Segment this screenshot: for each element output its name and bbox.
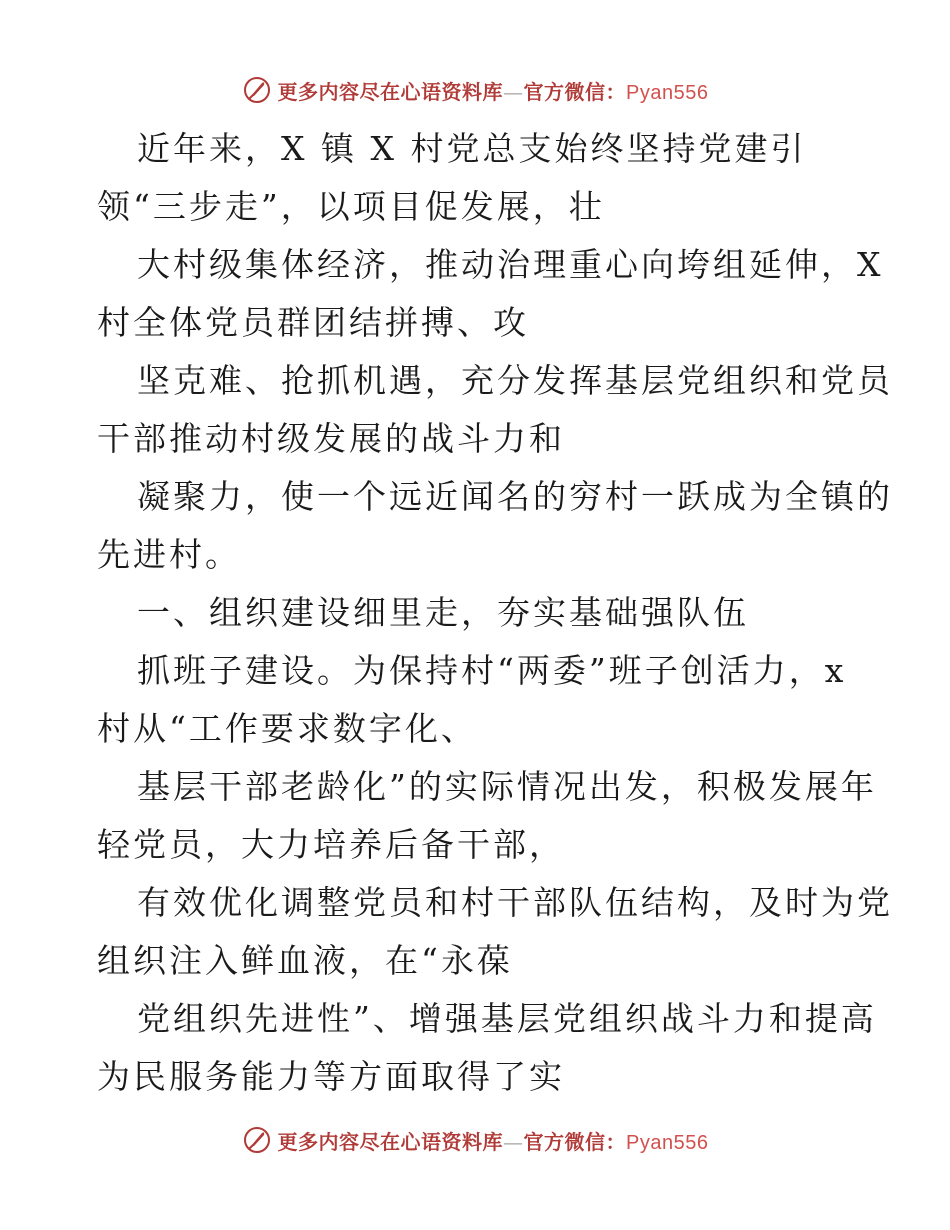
- paragraph-line: 大村级集体经济，推动治理重心向垮组延伸，X: [137, 245, 884, 284]
- watermark-separator: —: [503, 1129, 524, 1154]
- watermark-official-label: 官方微信：: [523, 1129, 627, 1154]
- paragraph-line: 党组织先进性”、增强基层党组织战斗力和提高: [137, 999, 877, 1038]
- watermark-text: [278, 76, 709, 105]
- watermark-main-text: 更多内容尽在心语资料库: [277, 79, 504, 104]
- paragraph-line: 领“三步走”，以项目促发展，壮: [97, 187, 605, 226]
- section-heading: 一、组织建设细里走，夯实基础强队伍: [137, 593, 749, 632]
- footer-watermark: [0, 1120, 950, 1160]
- feather-pen-circle-icon: [242, 75, 272, 105]
- paragraph-line: 轻党员，大力培养后备干部，: [97, 825, 565, 864]
- feather-pen-circle-icon: [242, 1125, 272, 1155]
- watermark-wechat-id: Pyan556: [626, 81, 709, 104]
- paragraph-line: 凝聚力，使一个远近闻名的穷村一跃成为全镇的: [137, 477, 893, 516]
- paragraph-line: 基层干部老龄化”的实际情况出发，积极发展年: [137, 767, 877, 806]
- watermark-main-text: 更多内容尽在心语资料库: [277, 1129, 504, 1154]
- paragraph-line: 干部推动村级发展的战斗力和: [97, 419, 565, 458]
- paragraph-line: 近年来，X 镇 X 村党总支始终坚持党建引: [137, 129, 807, 168]
- watermark-text: [278, 1126, 709, 1155]
- paragraph-line: 为民服务能力等方面取得了实: [97, 1057, 565, 1096]
- document-body: [97, 120, 893, 1106]
- watermark-wechat-id: Pyan556: [626, 1131, 709, 1154]
- watermark-official-label: 官方微信：: [523, 79, 627, 104]
- paragraph-line: 坚克难、抢抓机遇，充分发挥基层党组织和党员: [137, 361, 893, 400]
- paragraph-line: 抓班子建设。为保持村“两委”班子创活力，x: [137, 651, 847, 690]
- paragraph-line: 先进村。: [97, 535, 241, 574]
- paragraph-line: 组织注入鲜血液，在“永葆: [97, 941, 513, 980]
- paragraph-line: 村从“工作要求数字化、: [97, 709, 477, 748]
- header-watermark: [0, 70, 950, 110]
- watermark-separator: —: [503, 79, 524, 104]
- paragraph-line: 有效优化调整党员和村干部队伍结构，及时为党: [137, 883, 893, 922]
- paragraph-line: 村全体党员群团结拼搏、攻: [97, 303, 529, 342]
